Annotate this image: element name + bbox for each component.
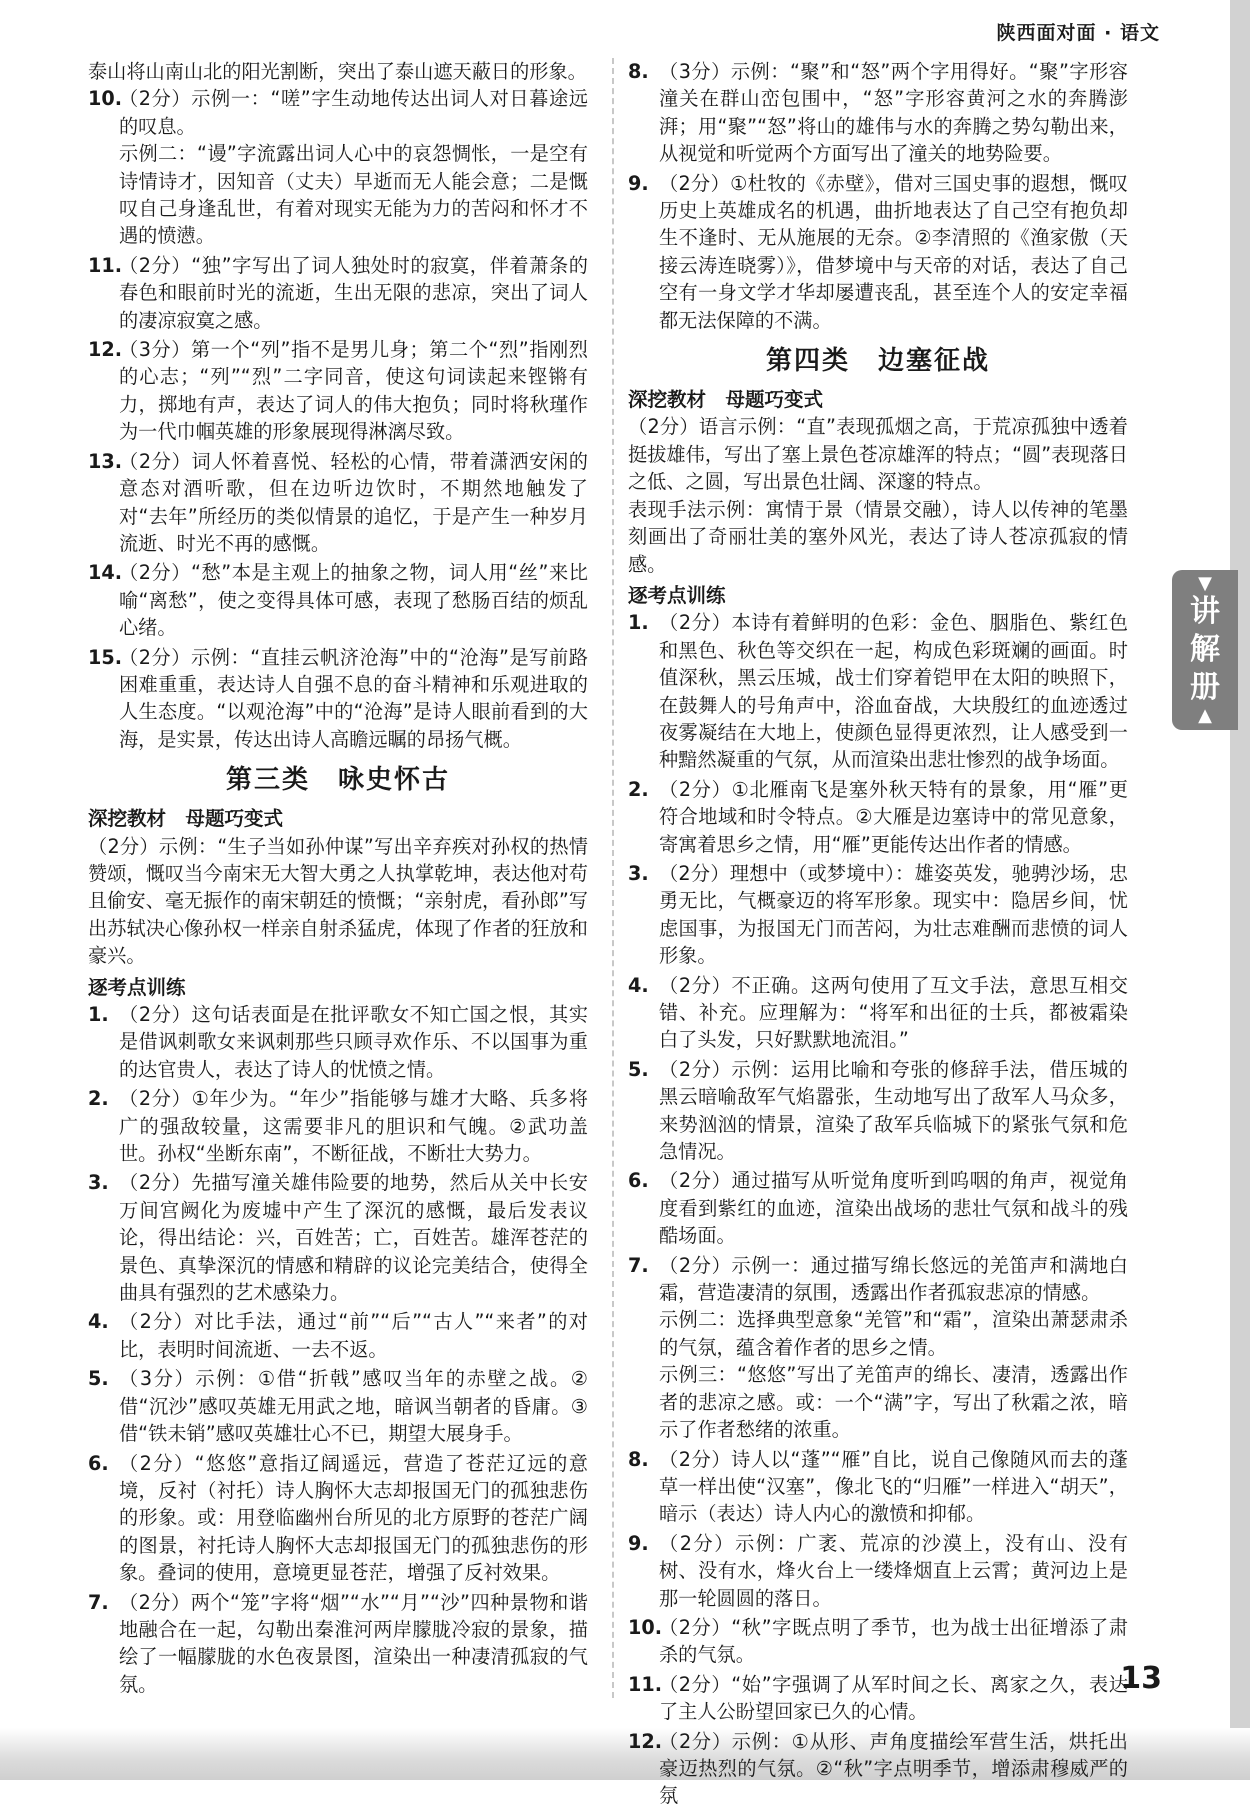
item-number: 9. bbox=[628, 1531, 649, 1555]
answer-item bbox=[88, 1001, 588, 1083]
answer-item bbox=[628, 776, 1128, 858]
answer-item bbox=[628, 1614, 1128, 1669]
answer-item bbox=[628, 1530, 1128, 1612]
item-text: （2分）“愁”本是主观上的抽象之物，词人用“丝”来比喻“离愁”，使之变得具体可感，表现了愁肠百结的烦乱心绪。 bbox=[119, 561, 588, 640]
answer-item bbox=[88, 1169, 588, 1306]
item-number: 8. bbox=[628, 1447, 649, 1471]
item-text: （2分）①北雁南飞是塞外秋天特有的景象，用“雁”更符合地域和时令特点。②大雁是边塞诗中的常见意象，寄寓着思乡之情，用“雁”更能传达出作者的情感。 bbox=[659, 777, 1128, 856]
answer-item-12 bbox=[88, 336, 588, 446]
item-number: 4. bbox=[88, 1310, 109, 1334]
item-text: （2分）理想中（或梦境中）：雄姿英发，驰骋沙场，忠勇无比，气概豪迈的将军形象。现实中：隐居乡间，忧虑国事，为报国无门而苦闷，为壮志难酬而悲愤的词人形象。 bbox=[659, 861, 1128, 968]
item-number: 14. bbox=[88, 561, 122, 585]
item-text: （2分）①年少为。“年少”指能够与雄才大略、兵多将广的强敌较量，这需要非凡的胆识和气魄。②武功盖世。孙权“坐断东南”，不断征战，不断壮大势力。 bbox=[119, 1087, 588, 1166]
section-title-3: 第三类 咏史怀古 bbox=[225, 765, 450, 796]
item-text: （2分）对比手法，通过“前”“后”“古人”“来者”的对比，表明时间流逝、一去不返。 bbox=[119, 1310, 588, 1361]
side-tab-explanation-book bbox=[1172, 570, 1238, 730]
item-number: 10. bbox=[628, 1615, 662, 1639]
item-text: （2分）词人怀着喜悦、轻松的心情，带着潇洒安闲的意态对酒听歌，但在边听边饮时，不期然地触发了对“去年”所经历的类似情景的追忆，于是产生一种岁月流逝、时光不再的感慨。 bbox=[119, 449, 588, 555]
item-number: 2. bbox=[628, 777, 649, 801]
subsection-title: 逐考点训练 bbox=[628, 583, 726, 607]
answer-item bbox=[88, 1450, 588, 1587]
answer-item bbox=[88, 1365, 588, 1447]
item-number: 13. bbox=[88, 449, 122, 473]
item-number: 6. bbox=[628, 1169, 649, 1193]
answer-item bbox=[628, 1671, 1128, 1726]
left-column bbox=[88, 58, 588, 1700]
item-text: （2分）示例：广袤、荒凉的沙漠上，没有山、没有树、没有水，烽火台上一缕烽烟直上云霄；黄河边上是那一轮圆圆的落日。 bbox=[659, 1531, 1128, 1610]
answer-item bbox=[628, 972, 1128, 1054]
answer-item bbox=[88, 1308, 588, 1363]
side-tab-char: 讲 bbox=[1190, 594, 1220, 629]
answer-item-8 bbox=[628, 58, 1128, 168]
item-number: 11. bbox=[628, 1672, 662, 1696]
item-text-extra: 示例二：选择典型意象“羌管”和“霜”，渲染出萧瑟肃杀的气氛，蕴含着作者的思乡之情。 bbox=[659, 1308, 1128, 1359]
answer-item bbox=[628, 1446, 1128, 1528]
item-text: （2分）“独”字写出了词人独处时的寂寞，伴着萧条的春色和眼前时光的流逝，生出无限的悲凉，突出了词人的凄凉寂寞之感。 bbox=[119, 253, 588, 332]
page-number: 13 bbox=[1120, 1661, 1162, 1696]
answer-item-10 bbox=[88, 85, 588, 249]
item-number: 5. bbox=[628, 1057, 649, 1081]
item-text-extra: 示例二：“谩”字流露出词人心中的哀怨惆怅，一是空有诗情诗才，因知音（丈夫）早逝而无人能会意；二是慨叹自己身逢乱世，有着对现实无能为力的苦闷和怀才不遇的愤懑。 bbox=[119, 142, 588, 248]
item-number: 3. bbox=[88, 1171, 109, 1195]
section-paragraph: （2分）示例：“生子当如孙仲谋”写出辛弃疾对孙权的热情赞颂，慨叹当今南宋无大智大勇之人执掌乾坤，表达他对苟且偷安、毫无振作的南宋朝廷的愤慨；“亲射虎，看孙郎”写出苏轼决心像孙权一样亲自射杀猛虎，体现了作者的狂放和豪兴。 bbox=[88, 834, 588, 968]
item-text: （2分）两个“笼”字将“烟”“水”“月”“沙”四种景物和谐地融合在一起，勾勒出秦淮河两岸朦胧冷寂的景象，描绘了一幅朦胧的水色夜景图，渲染出一种凄清孤寂的气氛。 bbox=[119, 1590, 588, 1696]
item-text: （2分）先描写潼关雄伟险要的地势，然后从关中长安万间宫阙化为废墟中产生了深沉的感慨，最后发表议论，得出结论：兴，百姓苦；亡，百姓苦。雄浑苍茫的景色、真挚深沉的情感和精辟的议论完美结合，使得全曲具有强烈的艺术感染力。 bbox=[119, 1171, 588, 1305]
item-number: 7. bbox=[88, 1590, 109, 1614]
answer-item-15 bbox=[88, 644, 588, 754]
carryover-text: 泰山将山南山北的阳光割断，突出了泰山遮天蔽日的形象。 bbox=[88, 60, 587, 83]
answer-item bbox=[628, 860, 1128, 970]
answer-item bbox=[628, 1167, 1128, 1249]
answer-item bbox=[628, 1728, 1128, 1810]
column-divider bbox=[612, 58, 614, 1698]
item-text: （2分）诗人以“蓬”“雁”自比，说自己像随风而去的蓬草一样出使“汉塞”，像北飞的“归雁”一样进入“胡天”，暗示（表达）诗人内心的激愤和抑郁。 bbox=[659, 1447, 1128, 1526]
chevron-down-icon: ▼ bbox=[1198, 573, 1212, 594]
item-text: （2分）示例一：通过描写绵长悠远的羌笛声和满地白霜，营造凄清的氛围，透露出作者孤寂悲凉的情感。 bbox=[659, 1253, 1128, 1305]
item-number: 15. bbox=[88, 645, 122, 669]
answer-item bbox=[88, 1589, 588, 1699]
item-text: （2分）“秋”字既点明了季节，也为战士出征增添了肃杀的气氛。 bbox=[659, 1615, 1128, 1667]
answer-item-13 bbox=[88, 448, 588, 558]
subsection-title: 逐考点训练 bbox=[88, 975, 186, 999]
section-paragraph: 表现手法示例：寓情于景（情景交融），诗人以传神的笔墨刻画出了奇丽壮美的塞外风光，表达了诗人苍凉孤寂的情感。 bbox=[628, 497, 1128, 576]
item-text: （2分）“始”字强调了从军时间之长、离家之久，表达了主人公盼望回家已久的心情。 bbox=[659, 1672, 1128, 1724]
item-text-extra: 示例三：“悠悠”写出了羌笛声的绵长、凄清，透露出作者的悲凉之感。或：一个“满”字，写出了秋霜之浓，暗示了作者愁绪的浓重。 bbox=[659, 1363, 1128, 1442]
item-number: 5. bbox=[88, 1367, 109, 1391]
answer-item bbox=[88, 1085, 588, 1167]
chevron-up-icon: ▲ bbox=[1198, 705, 1212, 726]
item-text: （2分）本诗有着鲜明的色彩：金色、胭脂色、紫红色和黑色、秋色等交织在一起，构成色彩斑斓的画面。时值深秋，黑云压城，战士们穿着铠甲在太阳的映照下，在鼓舞人的号角声中，浴血奋战，大块殷红的血迹透过夜雾凝结在大地上，使颜色显得更浓烈，让人感受到一种黯然凝重的气氛，从而渲染出悲壮惨烈的战争场面。 bbox=[659, 611, 1128, 772]
item-number: 4. bbox=[628, 973, 649, 997]
item-text: （3分）示例：①借“折戟”感叹当年的赤壁之战。②借“沉沙”感叹英雄无用武之地，暗讽当朝者的昏庸。③借“铁未销”感叹英雄壮心不已，期望大展身手。 bbox=[119, 1367, 588, 1446]
item-text: （2分）不正确。这两句使用了互文手法，意思互相交错、补充。应理解为：“将军和出征的士兵，都被霜染白了头发，只好默默地流泪。” bbox=[659, 973, 1128, 1052]
side-tab-char: 解 bbox=[1190, 632, 1220, 667]
item-number: 12. bbox=[88, 338, 122, 362]
item-text: （2分）通过描写从听觉角度听到呜咽的角声，视觉角度看到紫红的血迹，渲染出战场的悲壮气氛和战斗的残酷场面。 bbox=[659, 1169, 1128, 1248]
right-edge-strip bbox=[1230, 0, 1250, 1780]
answer-item bbox=[628, 1252, 1128, 1444]
item-number: 9. bbox=[628, 171, 649, 195]
item-number: 10. bbox=[88, 87, 122, 111]
answer-item bbox=[628, 609, 1128, 773]
answer-item bbox=[628, 1056, 1128, 1166]
item-text: （2分）这句话表面是在批评歌女不知亡国之恨，其实是借讽刺歌女来讽刺那些只顾寻欢作乐、不以国事为重的达官贵人，表达了诗人的忧愤之情。 bbox=[119, 1003, 588, 1081]
answer-item-11 bbox=[88, 252, 588, 334]
item-text: （2分）“悠悠”意指辽阔遥远，营造了苍茫辽远的意境，反衬（衬托）诗人胸怀大志却报国无门的孤独悲伤的形象。或：用登临幽州台所见的北方原野的苍茫广阔的图景，衬托诗人胸怀大志却报国无门的孤独悲伤的形象。叠词的使用，意境更显苍茫，增强了反衬效果。 bbox=[119, 1451, 588, 1585]
section-paragraph: （2分）语言示例：“直”表现孤烟之高，于荒凉孤独中透着挺拔雄伟，写出了塞上景色苍凉雄浑的特点；“圆”表现落日之低、之圆，写出景色壮阔、深邃的特点。 bbox=[628, 415, 1128, 494]
item-text: （2分）示例一：“嗟”字生动地传达出词人对日暮途远的叹息。 bbox=[119, 87, 588, 138]
item-number: 12. bbox=[628, 1729, 662, 1753]
item-number: 11. bbox=[88, 253, 122, 277]
item-number: 7. bbox=[628, 1253, 649, 1277]
answer-item-9 bbox=[628, 170, 1128, 334]
item-text: （2分）示例：①从形、声角度描绘军营生活，烘托出豪迈热烈的气氛。②“秋”字点明季节，增添肃穆威严的氛 bbox=[659, 1729, 1128, 1808]
item-number: 6. bbox=[88, 1451, 109, 1475]
item-text: （3分）第一个“列”指不是男儿身；第二个“烈”指刚烈的心志；“列”“烈”二字同音，使这句词读起来铿锵有力，掷地有声，表达了词人的伟大抱负；同时将秋瑾作为一代巾帼英雄的形象展现得淋漓尽致。 bbox=[119, 338, 588, 444]
page-header: 陕西面对面 · 语文 bbox=[996, 22, 1160, 44]
section-title-4: 第四类 边塞征战 bbox=[765, 346, 990, 377]
item-number: 3. bbox=[628, 861, 649, 885]
subsection-title: 深挖教材 母题巧变式 bbox=[88, 807, 284, 831]
item-number: 8. bbox=[628, 60, 649, 83]
right-column bbox=[628, 58, 1128, 1812]
side-tab-char: 册 bbox=[1190, 670, 1220, 705]
answer-item-14 bbox=[88, 559, 588, 641]
item-text: （2分）示例：运用比喻和夸张的修辞手法，借压城的黑云暗喻敌军气焰嚣张，生动地写出了敌军人马众多，来势汹汹的情景，渲染了敌军兵临城下的紧张气氛和危急情况。 bbox=[659, 1057, 1128, 1164]
item-number: 1. bbox=[88, 1003, 109, 1026]
item-text: （3分）示例：“聚”和“怒”两个字用得好。“聚”字形容潼关在群山峦包围中，“怒”字形容黄河之水的奔腾澎湃；用“聚”“怒”将山的雄伟与水的奔腾之势勾勒出来，从视觉和听觉两个方面写出了潼关的地势险要。 bbox=[659, 60, 1128, 166]
subsection-title: 深挖教材 母题巧变式 bbox=[628, 388, 824, 412]
item-number: 2. bbox=[88, 1087, 109, 1111]
item-text: （2分）示例：“直挂云帆济沧海”中的“沧海”是写前路困难重重，表达诗人自强不息的奋斗精神和乐观进取的人生态度。“以观沧海”中的“沧海”是诗人眼前看到的大海，是实景，传达出诗人高瞻远瞩的昂扬气概。 bbox=[119, 645, 588, 751]
item-text: （2分）①杜牧的《赤壁》，借对三国史事的遐想，慨叹历史上英雄成名的机遇，曲折地表达了自己空有抱负却生不逢时、无从施展的无奈。②李清照的《渔家傲（天接云涛连晓雾）》，借梦境中与天帝的对话，表达了自己空有一身文学才华却屡遭丧乱，甚至连个人的安定幸福都无法保障的不满。 bbox=[659, 171, 1128, 332]
item-number: 1. bbox=[628, 611, 649, 635]
